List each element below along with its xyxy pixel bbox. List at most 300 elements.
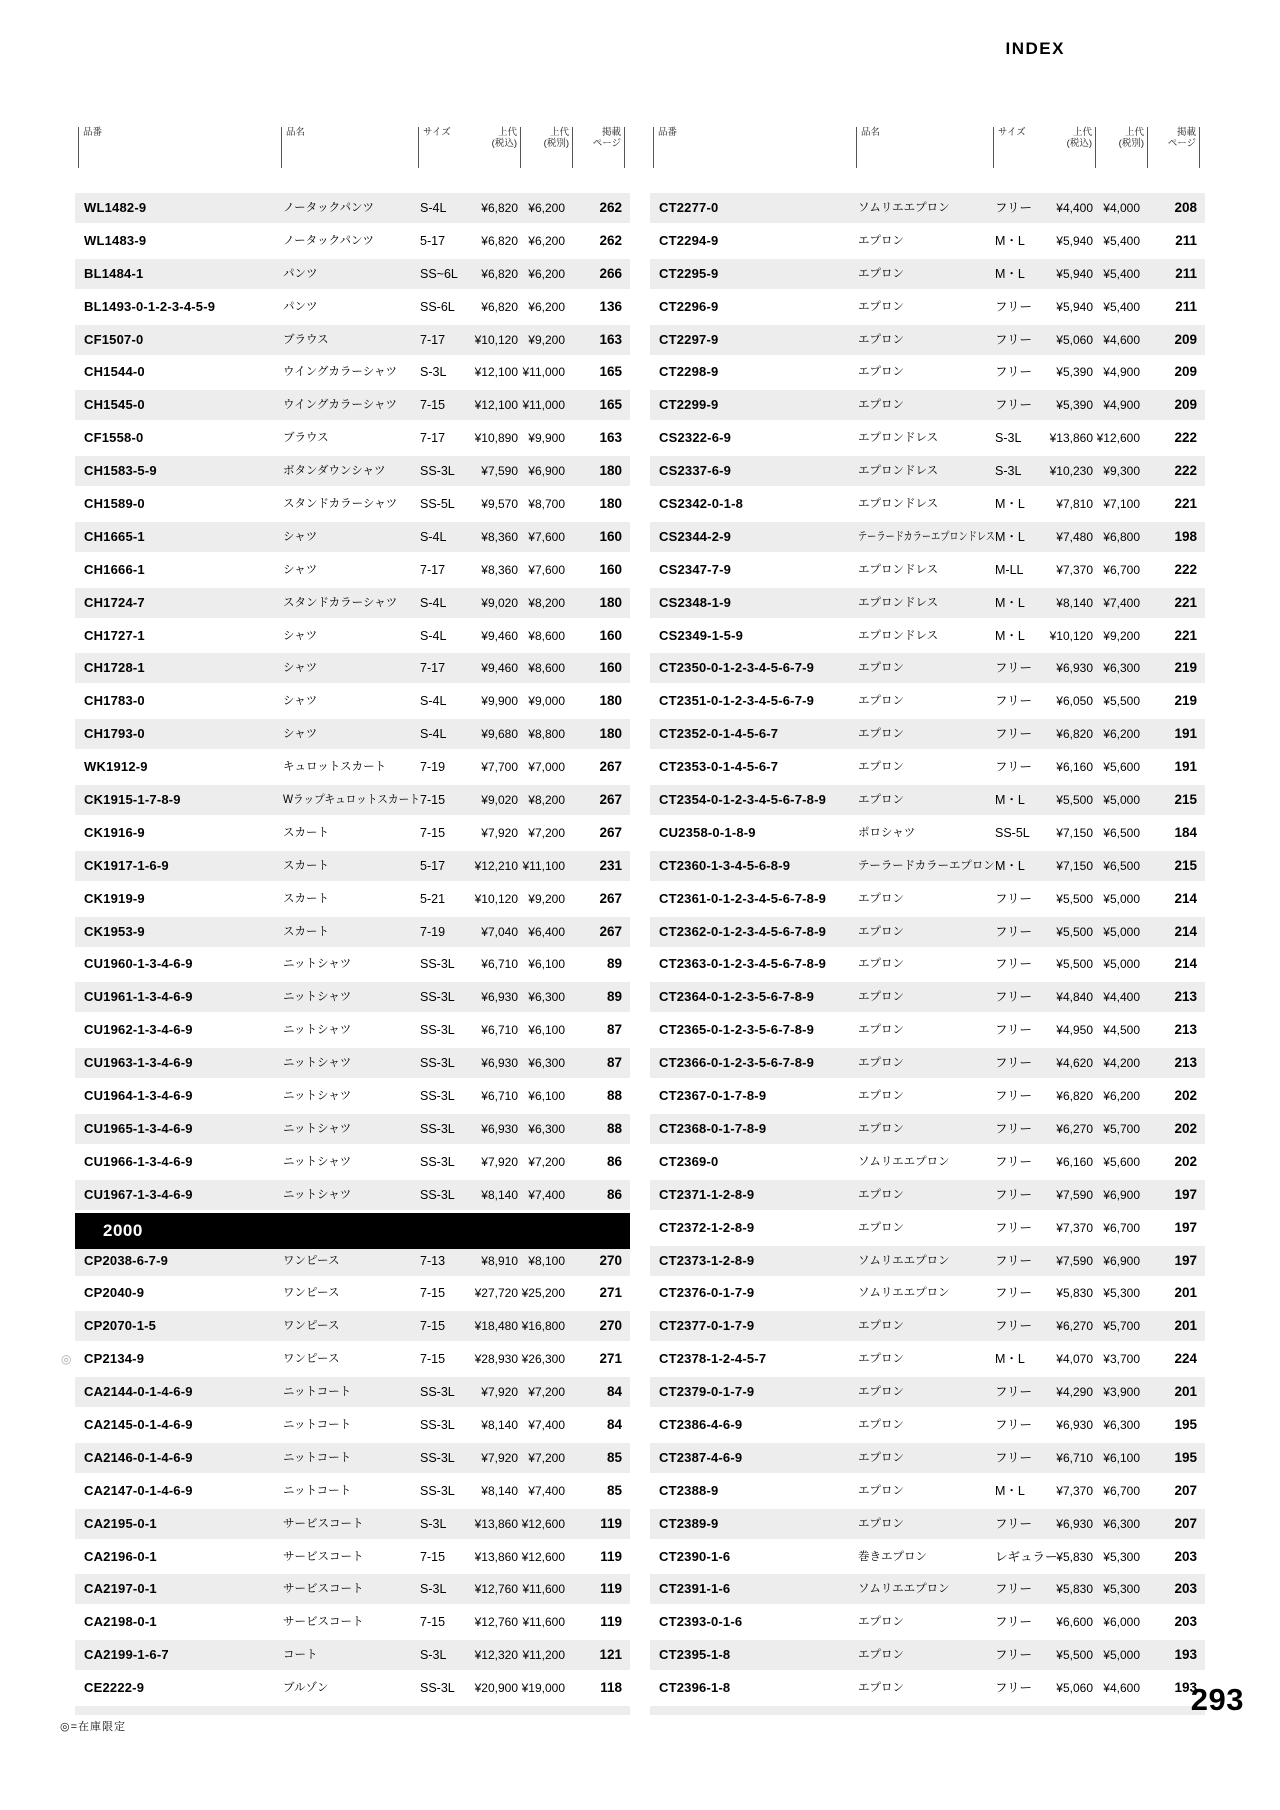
product-code: CT2393-0-1-6 (659, 1614, 743, 1630)
table-row (75, 1673, 630, 1703)
price-tax-included: ¥8,360 (481, 529, 518, 544)
catalog-page-number: 267 (599, 923, 622, 939)
product-name: ニットシャツ (283, 1090, 352, 1103)
price-tax-included: ¥6,820 (1056, 727, 1093, 742)
product-name: エプロン (858, 1517, 904, 1530)
price-tax-included: ¥12,210 (474, 858, 518, 873)
product-size: 5-17 (420, 858, 446, 873)
price-tax-included: ¥9,020 (481, 595, 518, 610)
product-size: SS-3L (420, 1681, 455, 1696)
product-size: S-3L (995, 431, 1022, 446)
table-row (650, 1542, 1205, 1572)
table-row (650, 719, 1205, 749)
table-row (650, 226, 1205, 256)
product-code: CT2354-0-1-2-3-4-5-6-7-8-9 (659, 792, 827, 808)
product-name: シャツ (283, 530, 318, 543)
price-tax-excluded: ¥4,900 (1103, 365, 1140, 380)
table-row (650, 785, 1205, 815)
price-tax-included: ¥6,930 (481, 990, 518, 1005)
product-code: CT2368-0-1-7-8-9 (659, 1120, 767, 1136)
product-name: エプロン (858, 1090, 904, 1103)
product-name: エプロン (858, 1451, 904, 1464)
product-size: フリー (995, 1681, 1033, 1696)
catalog-page-number: 219 (1174, 660, 1197, 676)
table-row (650, 653, 1205, 683)
product-name: エプロン (858, 1616, 904, 1629)
product-size: フリー (995, 1121, 1033, 1136)
product-code: CS2347-7-9 (659, 561, 732, 577)
product-size: フリー (995, 1615, 1033, 1630)
product-name: エプロン (858, 267, 904, 280)
stock-limited-footnote: ◎=在庫限定 (60, 1721, 127, 1733)
product-name: サービスコート (283, 1616, 364, 1629)
price-tax-included: ¥4,070 (1056, 1352, 1093, 1367)
price-tax-excluded: ¥19,000 (521, 1681, 565, 1696)
product-code: CS2344-2-9 (659, 528, 732, 544)
product-size: 7-15 (420, 1319, 446, 1334)
product-code: CH1724-7 (84, 594, 145, 610)
price-tax-included: ¥5,060 (1056, 332, 1093, 347)
price-tax-included: ¥7,370 (1056, 1220, 1093, 1235)
product-size: 7-17 (420, 562, 446, 577)
product-name: スカート (283, 859, 329, 872)
product-name: エプロン (858, 695, 904, 708)
product-name: ワンピース (283, 1320, 340, 1333)
price-tax-included: ¥5,500 (1056, 891, 1093, 906)
price-tax-excluded: ¥5,000 (1103, 1648, 1140, 1663)
price-tax-included: ¥8,360 (481, 562, 518, 577)
price-tax-included: ¥8,140 (1056, 595, 1093, 610)
product-size: M・L (995, 1352, 1025, 1367)
product-name: エプロンドレス (858, 629, 939, 642)
table-row (75, 423, 630, 453)
product-name: ワンピース (283, 1353, 340, 1366)
product-code: CU1960-1-3-4-6-9 (84, 956, 193, 972)
product-size: フリー (995, 1582, 1033, 1597)
price-tax-excluded: ¥6,300 (528, 990, 565, 1005)
table-row (75, 621, 630, 651)
price-tax-excluded: ¥6,300 (528, 1056, 565, 1071)
table-row (75, 1015, 630, 1045)
product-name: ブラウス (283, 333, 329, 346)
price-tax-excluded: ¥5,000 (1103, 793, 1140, 808)
price-tax-included: ¥6,820 (481, 266, 518, 281)
price-tax-excluded: ¥8,800 (528, 727, 565, 742)
price-tax-included: ¥7,810 (1056, 497, 1093, 512)
product-size: M・L (995, 858, 1025, 873)
product-code: CA2196-0-1 (84, 1548, 157, 1564)
product-size: レギュラー (995, 1549, 1058, 1564)
column-header-price-incl-line2: (税込) (491, 138, 517, 149)
product-size: 7-17 (420, 661, 446, 676)
price-tax-excluded: ¥6,200 (1103, 1089, 1140, 1104)
product-size: S-3L (420, 1582, 447, 1597)
product-code: CA2147-0-1-4-6-9 (84, 1482, 193, 1498)
product-size: フリー (995, 1187, 1033, 1202)
table-row (75, 686, 630, 716)
product-code: CA2144-0-1-4-6-9 (84, 1384, 193, 1400)
product-size: フリー (995, 299, 1033, 314)
price-tax-included: ¥5,390 (1056, 398, 1093, 413)
product-size: 7-15 (420, 1549, 446, 1564)
catalog-page-number: 214 (1174, 923, 1197, 939)
product-code: CT2365-0-1-2-3-5-6-7-8-9 (659, 1022, 815, 1038)
product-code: CH1727-1 (84, 627, 145, 643)
product-name: エプロン (858, 1057, 904, 1070)
table-row (650, 325, 1205, 355)
table-row (650, 1213, 1205, 1243)
price-tax-included: ¥6,820 (481, 299, 518, 314)
product-size: SS-3L (420, 1056, 455, 1071)
catalog-page-number: 87 (606, 1022, 622, 1038)
column-header-name: 品名 (856, 127, 880, 168)
product-size: 7-17 (420, 431, 446, 446)
price-tax-included: ¥7,150 (1056, 825, 1093, 840)
price-tax-excluded: ¥5,000 (1103, 957, 1140, 972)
product-code: CS2342-0-1-8 (659, 496, 744, 512)
price-tax-included: ¥9,680 (481, 727, 518, 742)
product-name: シャツ (283, 629, 318, 642)
product-size: 7-19 (420, 760, 446, 775)
product-size: フリー (995, 1154, 1033, 1169)
product-name: エプロン (858, 1353, 904, 1366)
product-name: シャツ (283, 728, 318, 741)
product-name: エプロン (858, 1221, 904, 1234)
product-code: CT2367-0-1-7-8-9 (659, 1088, 767, 1104)
price-tax-included: ¥10,120 (474, 891, 518, 906)
price-tax-excluded: ¥5,000 (1103, 924, 1140, 939)
price-tax-excluded: ¥9,200 (528, 332, 565, 347)
product-name: ウイングカラーシャツ (283, 366, 397, 379)
table-row (650, 423, 1205, 453)
product-code: CA2197-0-1 (84, 1581, 157, 1597)
product-code: CT2295-9 (659, 265, 719, 281)
price-tax-excluded: ¥5,700 (1103, 1319, 1140, 1334)
product-size: フリー (995, 1516, 1033, 1531)
price-tax-included: ¥5,500 (1056, 924, 1093, 939)
price-tax-excluded: ¥6,500 (1103, 825, 1140, 840)
product-code: CT2379-0-1-7-9 (659, 1384, 755, 1400)
column-header-price-incl-line1: 上代 (1072, 127, 1092, 138)
price-tax-included: ¥6,710 (481, 1089, 518, 1104)
product-code: CT2372-1-2-8-9 (659, 1219, 755, 1235)
table-row (650, 1673, 1205, 1703)
table-row (650, 1574, 1205, 1604)
table-row (75, 292, 630, 322)
product-size: フリー (995, 661, 1033, 676)
product-code: CT2395-1-8 (659, 1647, 731, 1663)
table-row (75, 193, 630, 223)
product-code: CH1783-0 (84, 693, 145, 709)
table-row (650, 1180, 1205, 1210)
catalog-page-number: 213 (1174, 1022, 1197, 1038)
section-label: 2000 (103, 1220, 143, 1240)
product-name: エプロンドレス (858, 596, 939, 609)
price-tax-excluded: ¥7,000 (528, 760, 565, 775)
product-name: ニットシャツ (283, 958, 352, 971)
catalog-page-number: 180 (599, 726, 622, 742)
price-tax-excluded: ¥6,200 (528, 201, 565, 215)
product-code: CT2377-0-1-7-9 (659, 1318, 755, 1334)
catalog-page-number: 203 (1174, 1548, 1197, 1564)
price-tax-excluded: ¥26,300 (521, 1352, 565, 1367)
price-tax-included: ¥6,710 (481, 1023, 518, 1038)
price-tax-included: ¥6,820 (481, 233, 518, 248)
price-tax-included: ¥13,860 (1049, 431, 1093, 446)
product-name: キュロットスカート (283, 761, 387, 774)
table-row (75, 1278, 630, 1308)
price-tax-included: ¥7,920 (481, 1154, 518, 1169)
price-tax-included: ¥5,830 (1056, 1286, 1093, 1301)
catalog-page-number: 119 (600, 1581, 622, 1597)
table-row (650, 522, 1205, 552)
product-name: エプロン (858, 991, 904, 1004)
product-size: フリー (995, 990, 1033, 1005)
product-code: CK1915-1-7-8-9 (84, 792, 181, 808)
product-size: 7-13 (420, 1253, 446, 1268)
catalog-page-number: 86 (606, 1186, 622, 1202)
product-code: CP2038-6-7-9 (84, 1252, 169, 1268)
price-tax-excluded: ¥9,200 (528, 891, 565, 906)
product-code: CT2378-1-2-4-5-7 (659, 1351, 767, 1367)
catalog-page-number: 270 (599, 1252, 622, 1268)
catalog-page-number: 193 (1174, 1647, 1197, 1663)
price-tax-included: ¥7,920 (481, 1450, 518, 1465)
price-tax-excluded: ¥8,100 (528, 1253, 565, 1268)
product-code: CH1583-5-9 (84, 463, 157, 479)
table-row (650, 949, 1205, 979)
price-tax-excluded: ¥11,000 (522, 398, 565, 413)
catalog-page-number: 207 (1174, 1482, 1197, 1498)
table-row (650, 917, 1205, 947)
table-row (75, 818, 630, 848)
product-name: ニットコート (283, 1418, 352, 1431)
table-header (75, 122, 630, 193)
catalog-page-number: 267 (599, 824, 622, 840)
column-header-price-excl (1119, 127, 1148, 168)
product-size: S-4L (420, 727, 447, 742)
product-size: S-4L (420, 628, 447, 643)
table-row (650, 621, 1205, 651)
catalog-page-number: 86 (606, 1153, 622, 1169)
limited-stock-icon: ◎ (61, 1352, 72, 1367)
price-tax-included: ¥5,500 (1056, 957, 1093, 972)
product-name: エプロン (858, 761, 904, 774)
price-tax-excluded: ¥6,900 (1103, 1187, 1140, 1202)
table-row (75, 588, 630, 618)
catalog-page-number: 160 (599, 528, 622, 544)
table-row (650, 884, 1205, 914)
product-size: SS-6L (420, 299, 455, 314)
page-number: 293 (1190, 1682, 1244, 1717)
price-tax-excluded: ¥6,200 (528, 233, 565, 248)
price-tax-excluded: ¥7,600 (528, 529, 565, 544)
table-row (75, 226, 630, 256)
catalog-page-number: 266 (599, 265, 622, 281)
product-size: SS-3L (420, 1483, 455, 1498)
price-tax-excluded: ¥7,200 (528, 1385, 565, 1400)
product-size: M・L (995, 1483, 1025, 1498)
price-tax-included: ¥6,710 (1056, 1450, 1093, 1465)
product-name: スカート (283, 826, 329, 839)
price-tax-included: ¥9,020 (481, 793, 518, 808)
table-row (650, 1114, 1205, 1144)
product-name: エプロンドレス (858, 432, 939, 445)
price-tax-excluded: ¥5,000 (1103, 891, 1140, 906)
catalog-page-number: 119 (600, 1515, 622, 1531)
catalog-page-number: 267 (599, 792, 622, 808)
product-name: シャツ (283, 662, 318, 675)
product-size: 7-15 (420, 793, 446, 808)
catalog-page-number: 89 (606, 989, 622, 1005)
table-row (75, 1443, 630, 1473)
product-size: SS-3L (420, 1023, 455, 1038)
product-size: SS-3L (420, 990, 455, 1005)
catalog-page-number: 163 (599, 331, 622, 347)
catalog-page-number: 267 (599, 890, 622, 906)
product-code: CU1962-1-3-4-6-9 (84, 1022, 193, 1038)
product-code: CT2298-9 (659, 364, 719, 380)
product-code: CS2349-1-5-9 (659, 627, 744, 643)
product-size: フリー (995, 1023, 1033, 1038)
price-tax-included: ¥28,930 (474, 1352, 518, 1367)
product-name: エプロン (858, 1188, 904, 1201)
catalog-page-number: 160 (599, 627, 622, 643)
price-tax-excluded: ¥6,700 (1103, 1483, 1140, 1498)
column-header-price-incl (1067, 127, 1096, 168)
catalog-page-number: 180 (599, 594, 622, 610)
price-tax-excluded: ¥11,000 (522, 365, 565, 380)
column-header-page-line1: 掲載 (1176, 127, 1196, 138)
table-row (650, 1410, 1205, 1440)
price-tax-excluded: ¥4,900 (1103, 398, 1140, 413)
product-name: エプロン (858, 1122, 904, 1135)
product-size: S-4L (420, 595, 447, 610)
product-code: CS2348-1-9 (659, 594, 732, 610)
catalog-page-number: 211 (1175, 232, 1197, 248)
product-code: CP2040-9 (84, 1285, 145, 1301)
product-name: エプロン (858, 1320, 904, 1333)
product-code: CA2199-1-6-7 (84, 1647, 169, 1663)
product-size: 7-17 (420, 332, 446, 347)
product-code: CT2391-1-6 (659, 1581, 731, 1597)
table-row (75, 1476, 630, 1506)
price-tax-excluded: ¥25,200 (521, 1286, 565, 1301)
product-size: 7-15 (420, 825, 446, 840)
product-name: エプロン (858, 1682, 904, 1695)
product-name: エプロン (858, 728, 904, 741)
product-code: CE2222-9 (84, 1680, 145, 1696)
product-size: M・L (995, 233, 1025, 248)
table-body (650, 193, 1205, 1703)
product-code: CT2373-1-2-8-9 (659, 1252, 755, 1268)
product-name: ソムリエエプロン (858, 202, 950, 214)
price-tax-excluded: ¥5,300 (1103, 1582, 1140, 1597)
product-code: CS2322-6-9 (659, 430, 732, 446)
price-tax-included: ¥10,890 (474, 431, 518, 446)
table-row (75, 1410, 630, 1440)
catalog-page-number: 201 (1174, 1318, 1197, 1334)
price-tax-excluded: ¥9,900 (528, 431, 565, 446)
table-row (650, 1246, 1205, 1276)
column-header-name: 品名 (281, 127, 305, 168)
price-tax-included: ¥5,500 (1056, 793, 1093, 808)
price-tax-excluded: ¥6,700 (1103, 562, 1140, 577)
product-name: エプロン (858, 925, 904, 938)
product-size: SS-3L (420, 1187, 455, 1202)
price-tax-included: ¥13,860 (474, 1516, 518, 1531)
product-name: エプロン (858, 1024, 904, 1037)
product-code: CT2361-0-1-2-3-4-5-6-7-8-9 (659, 890, 827, 906)
catalog-page-number: 267 (599, 759, 622, 775)
product-code: CK1919-9 (84, 890, 145, 906)
column-header-price-excl-line1: 上代 (1124, 127, 1144, 138)
product-name: エプロン (858, 1649, 904, 1662)
price-tax-excluded: ¥7,400 (528, 1187, 565, 1202)
product-name: エプロン (858, 662, 904, 675)
price-tax-excluded: ¥5,400 (1103, 233, 1140, 248)
column-header-price-excl (544, 127, 573, 168)
table-row (75, 1607, 630, 1637)
table-row (650, 390, 1205, 420)
table-row (650, 1311, 1205, 1341)
product-name: ポロシャツ (858, 826, 916, 839)
price-tax-included: ¥12,100 (474, 398, 518, 413)
product-size: SS-3L (420, 1417, 455, 1432)
product-name: エプロン (858, 1484, 904, 1497)
product-size: フリー (995, 694, 1033, 709)
product-code: CU1966-1-3-4-6-9 (84, 1153, 193, 1169)
table-row (650, 259, 1205, 289)
price-tax-excluded: ¥12,600 (1096, 431, 1140, 446)
table-row (650, 193, 1205, 223)
product-size: S-3L (995, 464, 1022, 479)
catalog-page-number: 207 (1174, 1515, 1197, 1531)
table-row (75, 1640, 630, 1670)
product-code: CT2396-1-8 (659, 1680, 731, 1696)
table-row (650, 1443, 1205, 1473)
price-tax-included: ¥6,930 (481, 1056, 518, 1071)
table-row (650, 1081, 1205, 1111)
product-code: CT2390-1-6 (659, 1548, 731, 1564)
catalog-page-number: 85 (606, 1482, 622, 1498)
product-name: ニットコート (283, 1451, 352, 1464)
price-tax-excluded: ¥9,000 (528, 694, 565, 709)
product-name: ノータックパンツ (283, 234, 374, 247)
table-row (650, 851, 1205, 881)
catalog-page-number: 270 (599, 1318, 622, 1334)
product-name: エプロン (858, 1418, 904, 1431)
price-tax-included: ¥9,460 (481, 628, 518, 643)
price-tax-excluded: ¥6,100 (528, 1089, 565, 1104)
product-size: M・L (995, 628, 1025, 643)
product-size: M・L (995, 497, 1025, 512)
table-row (650, 555, 1205, 585)
product-name: サービスコート (283, 1583, 364, 1596)
price-tax-included: ¥8,140 (481, 1483, 518, 1498)
catalog-page-number: 208 (1174, 200, 1197, 215)
product-size: フリー (995, 924, 1033, 939)
price-tax-excluded: ¥6,400 (528, 924, 565, 939)
price-tax-included: ¥13,860 (474, 1549, 518, 1564)
price-tax-included: ¥18,480 (474, 1319, 518, 1334)
product-code: CT2352-0-1-4-5-6-7 (659, 726, 779, 742)
table-row (75, 653, 630, 683)
price-tax-included: ¥4,950 (1056, 1023, 1093, 1038)
product-size: 7-15 (420, 1286, 446, 1301)
price-tax-excluded: ¥16,800 (521, 1319, 565, 1334)
price-tax-included: ¥8,140 (481, 1417, 518, 1432)
